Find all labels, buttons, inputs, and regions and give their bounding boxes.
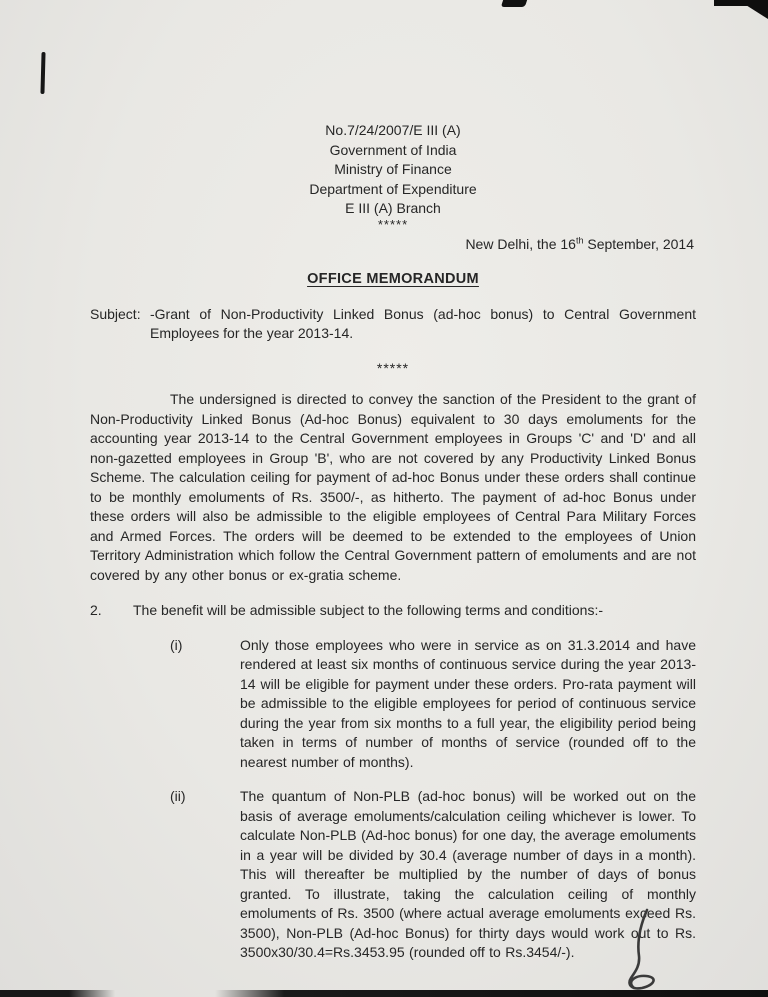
subject-line — [90, 305, 696, 344]
header-stars: ***** — [377, 216, 409, 232]
condition-ii — [90, 787, 696, 963]
signature-stroke — [629, 910, 653, 988]
org-line-3: Department of Expenditure — [309, 180, 477, 197]
opening-paragraph: The undersigned is directed to convey the sanction of the President to the grant of Non-Productivity Linked Bonus (Ad-hoc Bonus) equivalent to 30 days emoluments for the accounting year 2013-14 to the Central Government employees in Groups 'C' and 'D' and all non-gazetted employees in Group 'B', who are not covered by any Productivity Linked Bonus Scheme. The calculation ceiling for payment of ad-hoc Bonus under these orders shall continue to be monthly emoluments of Rs. 3500/-, as hitherto. The payment of ad-hoc Bonus under these orders will also be admissible to the eligible employees of Central Para Military Forces and Armed Forces. The orders will be deemed to be extended to the employees of Union Territory Administration which follow the Central Government pattern of emoluments and are not covered by any other bonus or ex-gratia scheme. — [90, 391, 696, 583]
condition-ii-text: The quantum of Non-PLB (ad-hoc bonus) will be worked out on the basis of average emoluments/calculation ceiling whichever is lower. To calculate Non-PLB (Ad-hoc bonus) for one day, the average emoluments in a year will be divided by 30.4 (average number of days in a month). This will thereafter be multiplied by the number of days of bonus granted. To illustrate, taking the calculation ceiling of monthly emoluments of Rs. 3500 (where actual average emoluments exceed Rs. 3500), Non-PLB (Ad-hoc Bonus) for thirty days would work out to Rs. 3500x30/30.4=Rs.3453.95 (rounded off to Rs.3454/-). — [240, 788, 696, 960]
org-line-2: Ministry of Finance — [334, 161, 452, 177]
dateline-prefix: New Delhi, the 16 — [465, 235, 576, 252]
scan-artifact-left-ink-mark — [40, 52, 45, 94]
dateline — [90, 235, 696, 255]
condition-i — [90, 636, 696, 773]
org-line-4: E III (A) Branch — [345, 200, 441, 216]
document-body — [90, 121, 696, 963]
scan-artifact-top-mark — [501, 0, 527, 7]
clause-2 — [90, 601, 696, 621]
document-title: OFFICE MEMORANDUM — [307, 271, 479, 287]
separator-stars: ***** — [376, 359, 410, 376]
signature-mark — [611, 907, 673, 993]
reference-number: No.7/24/2007/E III (A) — [325, 122, 461, 138]
condition-i-text: Only those employees who were in service as on 31.3.2014 and have rendered at least six months of continuous service during the year 2013-14 will be eligible for payment under these orders. Pro-rata payment will be admissible to the eligible employees for period of continuous service during the year from six months to a full year, the eligibility period being taken in terms of number of months of service (rounded off to the nearest number of months). — [240, 636, 696, 770]
letter-head — [90, 121, 696, 231]
scan-artifact-top-edge — [714, 0, 768, 6]
subject-label: Subject: — [90, 305, 141, 322]
condition-ii-label: (ii) — [170, 788, 186, 804]
condition-i-label: (i) — [170, 636, 183, 653]
org-line-1: Government of India — [329, 141, 457, 158]
clause-2-text: The benefit will be admissible subject to the following terms and conditions:- — [133, 602, 604, 618]
clause-2-number: 2. — [90, 602, 102, 618]
subject-text: -Grant of Non-Productivity Linked Bonus (ad-hoc bonus) to Central Government Employees for the year 2013-14. — [150, 305, 696, 341]
dateline-suffix: September, 2014 — [583, 235, 694, 252]
dateline-ordinal: th — [575, 234, 584, 245]
